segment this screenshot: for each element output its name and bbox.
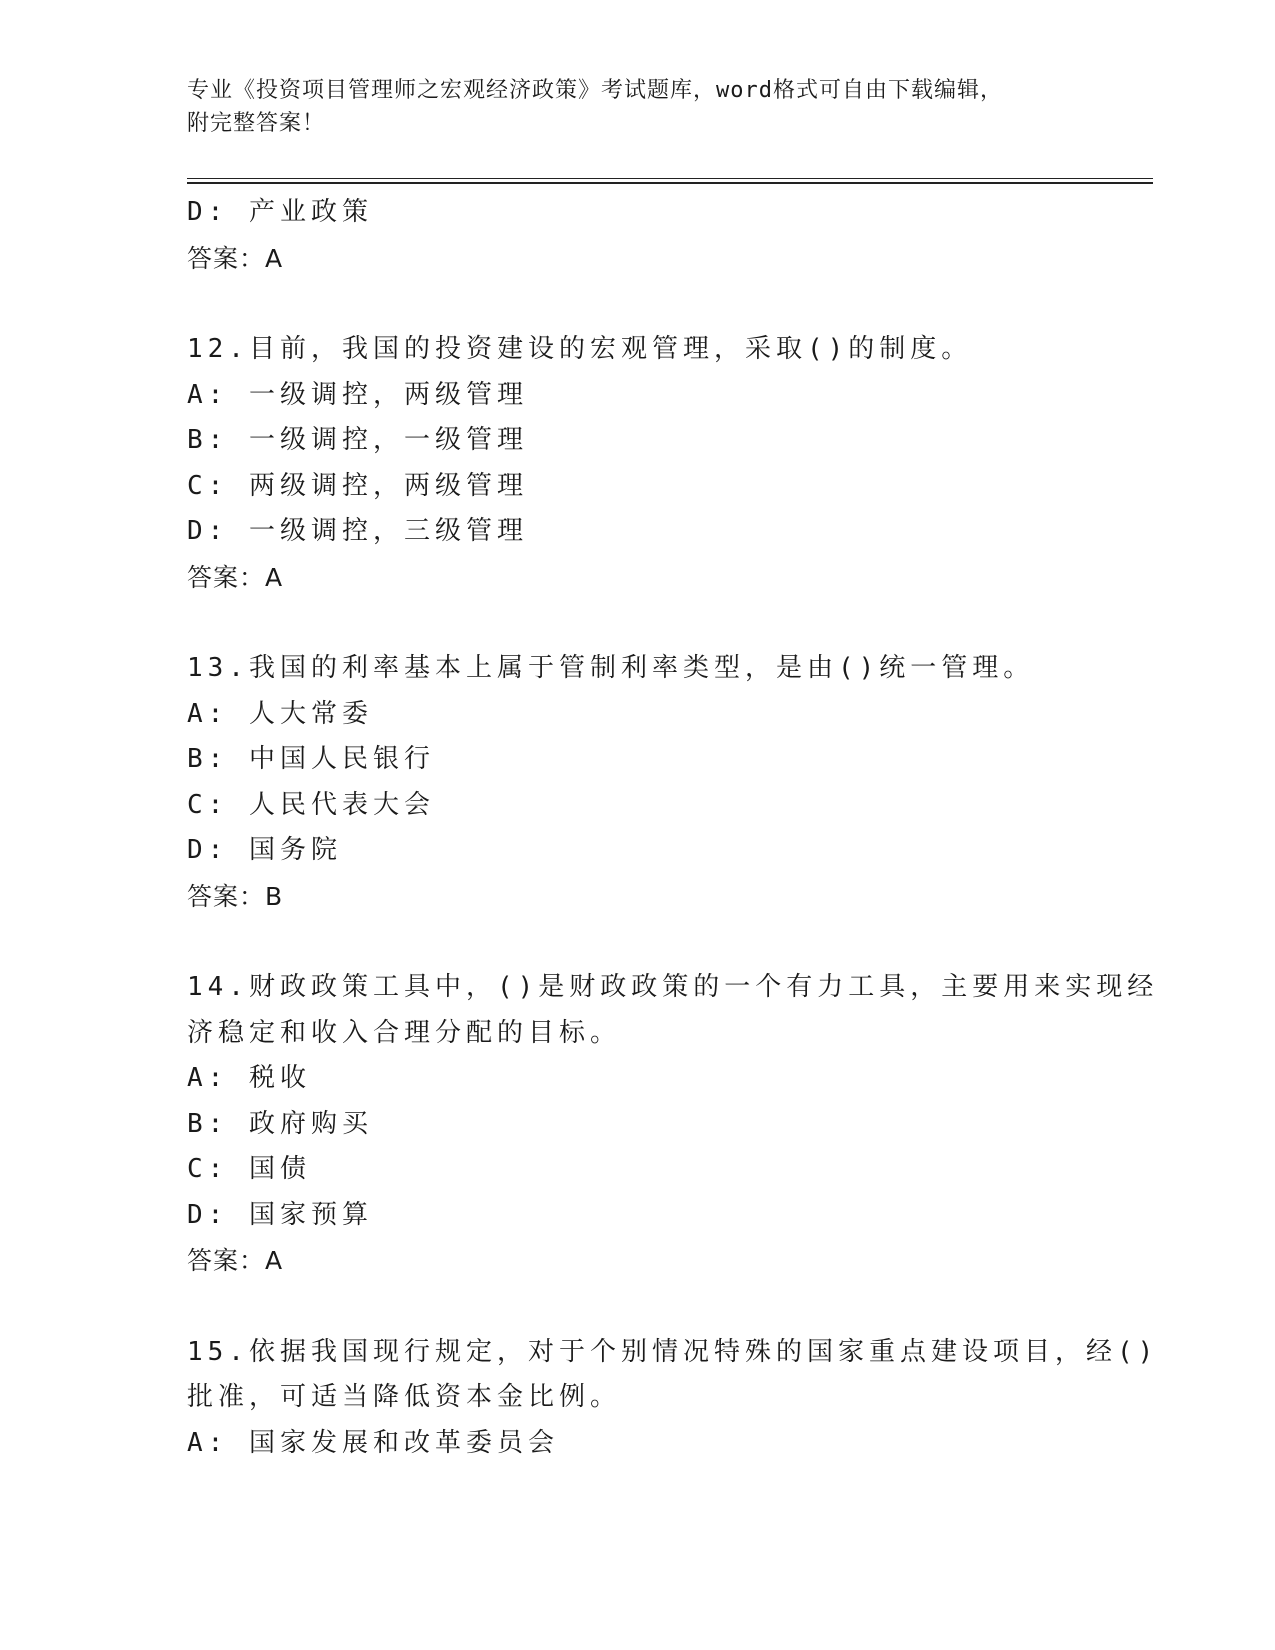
header-divider-thick [187,182,1153,184]
question-block-12 [187,327,1087,600]
option-a: A: 人大常委 [187,698,373,729]
header-divider-thin [187,178,1153,179]
option-a: A: 税收 [187,1063,311,1093]
question-stem-line-2: 批准，可适当降低资本金比例。 [187,1382,622,1412]
document-body [187,190,1159,1466]
question-block-14 [187,965,1159,1284]
spacer [187,281,1087,327]
option-c: C: 人民代表大会 [187,789,435,820]
question-stem: 13.我国的利率基本上属于管制利率类型，是由()统一管理。 [187,653,1035,683]
option-c: C: 两级调控，两级管理 [187,470,528,501]
answer-line: 答案：B [187,881,284,911]
question-block-15 [187,1330,1159,1467]
question-stem-line-2: 济稳定和收入合理分配的目标。 [187,1017,622,1048]
option-b: B: 中国人民银行 [187,744,435,774]
header-line-2: 附完整答案！ [187,111,326,136]
document-header [187,74,1087,140]
option-a: A: 一级调控，两级管理 [187,379,528,410]
option-d: D: 一级调控，三级管理 [187,516,528,546]
question-stem-line-1: 14.财政政策工具中，()是财政政策的一个有力工具，主要用来实现经 [187,972,1159,1002]
answer-line: 答案：A [187,243,284,273]
option-b: B: 一级调控，一级管理 [187,425,528,455]
spacer [187,919,1087,965]
option-d: D: 国家预算 [187,1199,373,1230]
option-a: A: 国家发展和改革委员会 [187,1427,559,1458]
spacer [187,1284,1087,1330]
option-d: D: 产业政策 [187,197,373,227]
answer-line: 答案：A [187,1246,284,1275]
spacer [187,600,1087,646]
question-stem-line-1: 15.依据我国现行规定，对于个别情况特殊的国家重点建设项目，经() [187,1336,1159,1367]
option-c: C: 国债 [187,1154,311,1184]
option-d: D: 国务院 [187,835,342,865]
option-b: B: 政府购买 [187,1108,373,1139]
answer-line: 答案：A [187,562,284,592]
question-block-13 [187,646,1087,919]
question-block-prev [187,190,1087,281]
header-line-1: 专业《投资项目管理师之宏观经济政策》考试题库，word格式可自由下载编辑， [187,78,1003,103]
question-stem: 12.目前，我国的投资建设的宏观管理，采取()的制度。 [187,334,973,364]
